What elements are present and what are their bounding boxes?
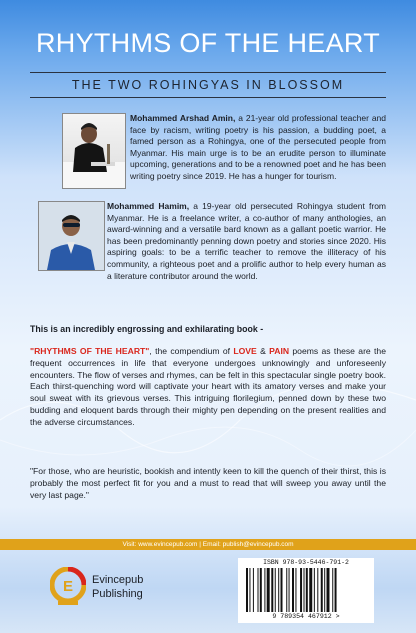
barcode-bar <box>306 568 308 612</box>
description-heading: This is an incredibly engrossing and exhilarating book - <box>30 324 264 334</box>
description-text-part2: poems as these are the frequent occurrences in life that everyone undergoes unknowingly and unforeseenly encounters. The flow of verses and rhymes, can be felt in this spectacular single poetry book. Each thirst-quenching word will captivate your heart with its amatory verses and make your soul sweat with its grievous verses. This intriguing florilegium, penned down by these two budding and eloquent bards through their mighty pen depending on the present realities and the adverse circumstances. <box>30 346 386 427</box>
barcode-number: 9 789354 467912 > <box>272 613 340 620</box>
barcode-bar <box>300 568 302 612</box>
book-title: RHYTHMS OF THE HEART <box>35 28 381 58</box>
description-pain: PAIN <box>269 346 290 356</box>
author-photo-hamim <box>38 201 105 271</box>
barcode-bar <box>327 568 330 612</box>
description-love: LOVE <box>233 346 257 356</box>
barcode-bar <box>271 568 273 612</box>
barcode-bar <box>324 568 325 612</box>
barcode-bar <box>260 568 262 612</box>
author-bio-hamim-top <box>107 201 386 282</box>
reader-quote: "For those, who are heuristic, bookish and intently keen to kill the quench of their thirst, this is probably the most perfect fit for you and a must to read that will sweep you away until the very last page." <box>30 466 386 500</box>
isbn-barcode <box>238 558 374 623</box>
barcode-bar <box>292 568 294 612</box>
author-name-hamim: Mohammed Hamim, <box>107 201 190 211</box>
barcode-bars <box>246 568 366 612</box>
barcode-bar <box>258 568 259 612</box>
description-text-part1: , the compendium of <box>149 346 234 356</box>
barcode-bar <box>264 568 265 612</box>
barcode-bar <box>317 568 318 612</box>
barcode-bar <box>246 568 248 612</box>
barcode-bar <box>275 568 276 612</box>
barcode-bar <box>278 568 279 612</box>
book-description <box>30 346 386 429</box>
author-bio-text-hamim: a 19-year old persecuted Rohingya student from Myanmar. He is a freelance writer, a co-author of many anthologies, an award-winning and a versatile bard known as a gallant poetic warrior. He has been predominantly penning down poetry and stories since 2020. His aspiring goals: to be a terrific teacher to remove the illiteracy of his community, a righteous poet and a prolific author to help every human as a literature contributor around the world. <box>107 201 387 281</box>
barcode-bar <box>332 568 333 612</box>
barcode-bar <box>281 568 283 612</box>
book-subtitle: THE TWO ROHINGYAS IN BLOSSOM <box>71 78 345 92</box>
author-bio-text-arshad: a 21-year old professional teacher and face by racism, writing poetry is his passion, a budding poet, a famed person as a Rohingya, one of the persecuted people from Myanmar. His main urge is to be an erudite person to illuminate upcoming, generations and to be a renowned poet and he has been writing poetry since 2019. He has a hunger for tourism. <box>130 113 386 181</box>
author-name-arshad: Mohammed Arshad Amin, <box>130 113 236 123</box>
evincepub-logo-icon <box>50 567 86 609</box>
barcode-bar <box>249 568 250 612</box>
barcode-bar <box>309 568 312 612</box>
description-amp: & <box>256 346 270 356</box>
isbn-text: ISBN 978-93-5446-791-2 <box>263 559 349 566</box>
publisher-name <box>92 573 143 601</box>
barcode-bar <box>295 568 296 612</box>
barcode-bar <box>286 568 287 612</box>
description-book-title: "RHYTHMS OF THE HEART" <box>30 346 150 356</box>
barcode-bar <box>321 568 323 612</box>
barcode-bar <box>335 568 337 612</box>
publisher-name-line1: Evincepub <box>92 574 144 586</box>
author-photo-arshad <box>62 113 126 189</box>
barcode-bar <box>314 568 315 612</box>
barcode-bar <box>289 568 290 612</box>
logo-letter: E <box>62 578 74 595</box>
contact-info: Visit: www.evincepub.com | Email: publish@evincepub.com <box>122 541 294 548</box>
barcode-bar <box>267 568 270 612</box>
publisher-name-line2: Publishing <box>92 588 143 600</box>
author-bio-arshad <box>130 113 386 183</box>
barcode-bar <box>253 568 254 612</box>
title-divider-top <box>30 72 386 73</box>
barcode-bar <box>304 568 305 612</box>
title-divider-bottom <box>30 97 386 98</box>
